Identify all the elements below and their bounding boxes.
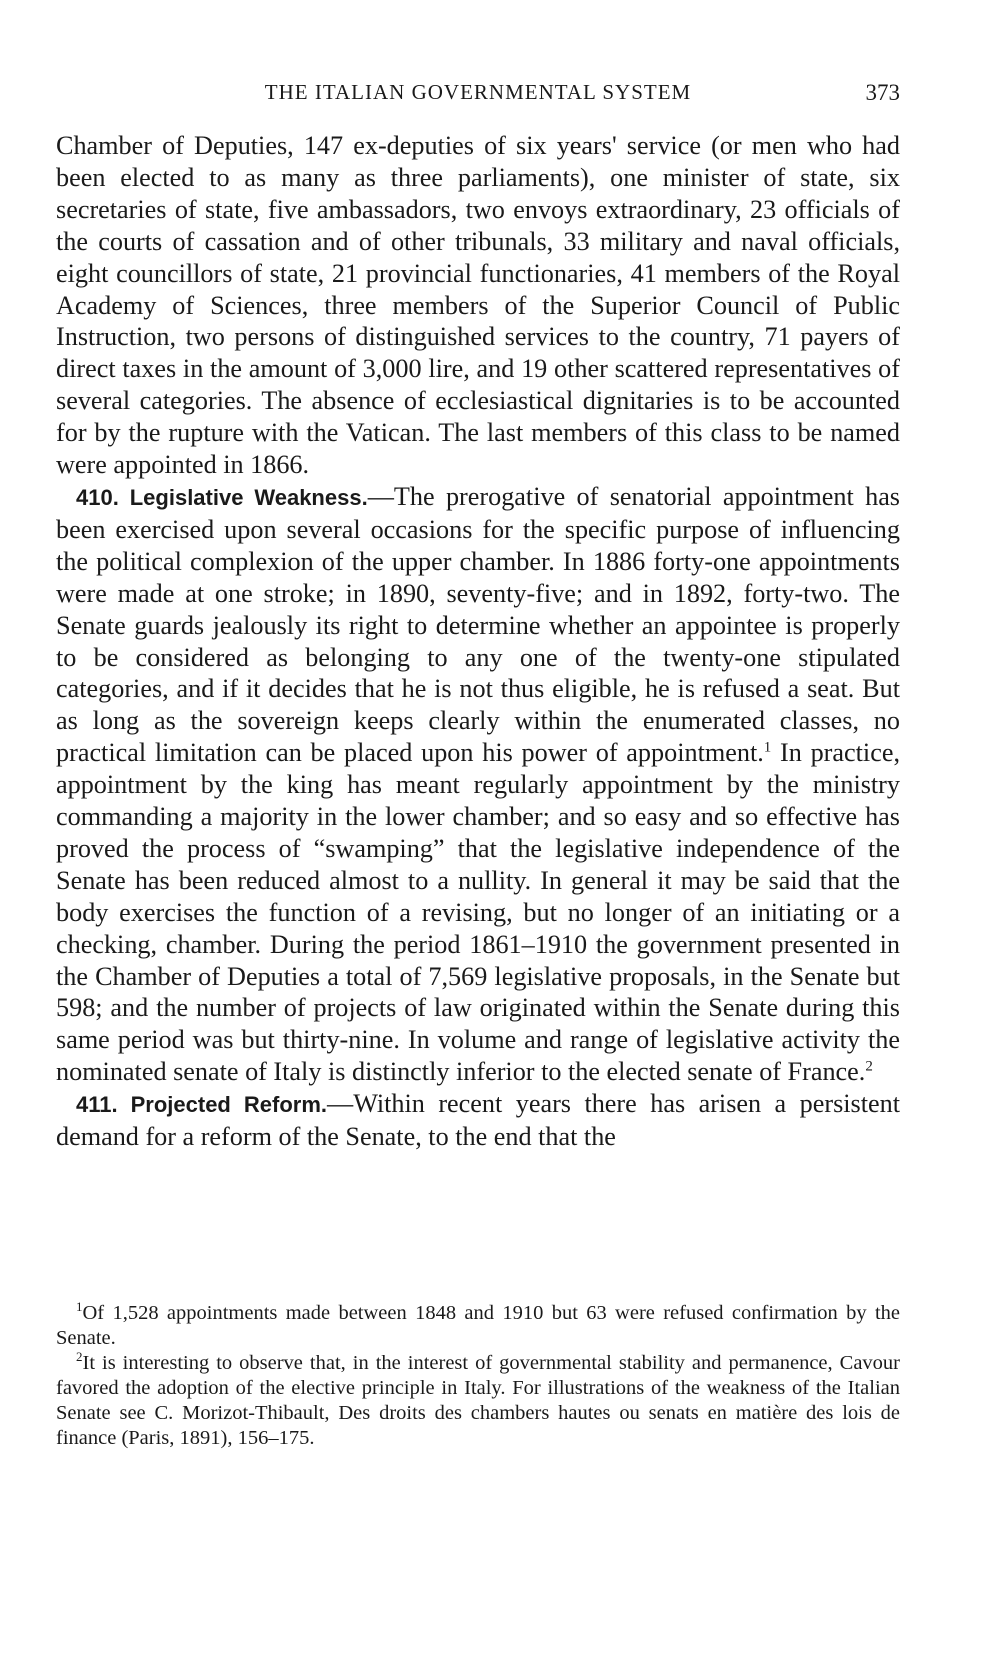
body-text bbox=[56, 130, 900, 1153]
section-410-text-part2: In practice, appointment by the king has meant regularly appointment by the ministry commanding a majority in the lower chamber; and so easy and so effective has proved the process of “swamping” that the legislative independence of the Senate has been reduced almost to a nullity. In general it may be said that the body exercises the function of a revising, but no longer of an initiating or a checking, chamber. During the period 1861–1910 the government presented in the Chamber of Deputies a total of 7,569 legislative proposals, in the Senate but 598; and the number of projects of law originated within the Senate during this same period was but thirty-nine. In volume and range of legislative activity the nominated senate of Italy is distinctly inferior to the elected senate of France. bbox=[56, 738, 900, 1087]
footnote-1 bbox=[56, 1301, 900, 1351]
section-411-text: —Within recent years there has arisen a persistent demand for a reform of the Senate, to the end that the bbox=[56, 1089, 900, 1152]
section-410-paragraph bbox=[56, 481, 900, 1088]
footnote-1-mark: 1 bbox=[76, 1299, 83, 1315]
footnote-2-mark: 2 bbox=[76, 1349, 83, 1365]
section-410-text-part1: —The prerogative of senatorial appointment has been exercised upon several occasions for the specific purpose of influencing the political complexion of the upper chamber. In 1886 forty-one appointments were made at one stroke; in 1890, seventy-five; and in 1892, forty-two. The Senate guards jealously its right to determine whether an appointee is properly to be considered as belonging to any one of the twenty-one stipulated categories, and if it decides that he is not thus eligible, he is refused a seat. But as long as the sovereign keeps clearly within the enumerated classes, no practical limitation can be placed upon his power of appointment. bbox=[56, 481, 901, 768]
running-head bbox=[56, 0, 900, 105]
footnote-2-text: It is interesting to observe that, in the interest of governmental stability and permanence, Cavour favored the adoption of the elective principle in Italy. For illustrations of the weakness of the Italian Senate see C. Morizot-Thibault, Des droits des chambers hautes ou senats en matière des lois de finance (Paris, 1891), 156–175. bbox=[56, 1352, 900, 1449]
footnotes bbox=[56, 1301, 900, 1451]
running-title: THE ITALIAN GOVERNMENTAL SYSTEM bbox=[264, 80, 692, 104]
footnote-ref-2[interactable]: 2 bbox=[865, 1058, 873, 1075]
section-411-paragraph bbox=[56, 1088, 900, 1153]
page-number: 373 bbox=[865, 80, 900, 105]
book-page bbox=[56, 0, 901, 1449]
opening-paragraph: Chamber of Deputies, 147 ex-deputies of six years' service (or men who had been elected to as many as three parliaments), one minister of state, six secretaries of state, five ambassadors, two envoys extraordinary, 23 officials of the courts of cassation and of other tribunals, 33 military and naval officials, eight councillors of state, 21 provincial functionaries, 41 members of the Royal Academy of Sciences, three members of the Superior Council of Public Instruction, two persons of distinguished services to the country, 71 payers of direct taxes in the amount of 3,000 lire, and 19 other scattered representatives of several categories. The absence of ecclesiastical dignitaries is to be accounted for by the rupture with the Vatican. The last members of this class to be named were appointed in 1866. bbox=[56, 131, 900, 480]
footnote-1-text: Of 1,528 appointments made between 1848 and 1910 but 63 were refused confirmation by the Senate. bbox=[56, 1302, 900, 1349]
section-411-heading: 411. Projected Reform. bbox=[76, 1092, 328, 1118]
footnote-ref-1[interactable]: 1 bbox=[763, 739, 772, 756]
section-410-heading: 410. Legislative Weakness. bbox=[76, 484, 368, 510]
footnote-2 bbox=[56, 1351, 900, 1451]
